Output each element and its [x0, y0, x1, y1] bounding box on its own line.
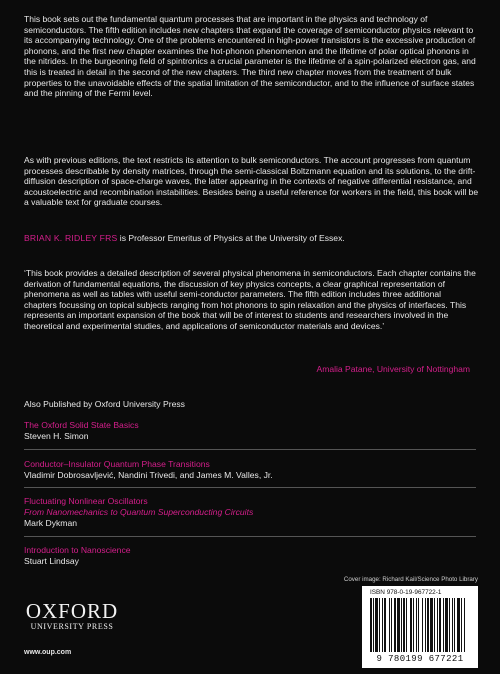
related-book-authors: Stuart Lindsay [24, 556, 79, 566]
cover-image-credit: Cover image: Richard Kail/Science Photo Library [343, 576, 478, 583]
divider [24, 487, 476, 488]
related-book-title: Introduction to Nanoscience [24, 545, 131, 555]
related-book-authors: Vladimir Dobrosavljević, Nandini Trivedi, and James M. Valles, Jr. [24, 470, 273, 480]
author-name: BRIAN K. RIDLEY FRS [24, 233, 118, 243]
related-book-title: Fluctuating Nonlinear Oscillators [24, 496, 148, 506]
logo-oxford: OXFORD [25, 599, 119, 623]
related-book [24, 545, 464, 567]
review-quote: ‘This book provides a detailed description of several physical phenomena in semiconductors. Each chapter contains the derivation of fundamental equations, the discussion of key physics concepts, a clear graphical representation of phenomena as well as tables with useful semi-conductor parameters. The fifth edition includes three additional chapters focussing on topical subjects ranging from hot phonons to spin relaxation and the physics of interfaces. This represents an important expansion of the book that will be of interest to students and researchers involved in the theoretical and experimental studies, and applications of semiconductor materials and devices.’ [24, 268, 476, 331]
divider [24, 449, 476, 450]
related-book-title: The Oxford Solid State Basics [24, 420, 139, 430]
oxford-university-press-logo [24, 600, 120, 632]
divider [24, 536, 476, 537]
author-bio [24, 233, 484, 244]
related-book-authors: Steven H. Simon [24, 431, 89, 441]
related-book-authors: Mark Dykman [24, 518, 78, 528]
related-book [24, 496, 464, 529]
blurb-paragraph-1: This book sets out the fundamental quantum processes that are important in the physics and technology of semiconductors. The fifth edition includes new chapters that expand the coverage of semiconductor physics relevant to its accompanying technology. One of the problems encountered in high-power transistors is the excessive production of phonons, and the first new chapter examines the hot-phonon phenomenon and the lifetime of polar optical phonons in the nitrides. In the burgeoning field of spintronics a crucial parameter is the lifetime of a spin-polarized electron gas, and this is treated in detail in the second of the new chapters. The third new chapter moves from the treatment of bulk properties to the unavoidable effects of the spatial limitation of the semiconductor, and to the influence of surface states and the pinning of the Fermi level. [24, 14, 476, 99]
publisher-url: www.oup.com [24, 649, 72, 656]
author-bio-text: is Professor Emeritus of Physics at the University of Essex. [117, 233, 345, 243]
isbn-label: ISBN 978-0-19-967722-1 [370, 589, 442, 596]
related-book-title: Conductor–Insulator Quantum Phase Transitions [24, 459, 210, 469]
also-published-heading: Also Published by Oxford University Press [24, 399, 185, 409]
related-book [24, 420, 464, 442]
isbn-barcode-box [362, 586, 478, 668]
blurb-paragraph-2: As with previous editions, the text restricts its attention to bulk semiconductors. The account progresses from quantum processes describable by density matrices, through the semi-classical Boltzmann equation and its solutions, to the drift-diffusion description of space-charge waves, the latter appearing in the contexts of negative differential resistance, and acoustoelectric and recombination instabilities. Besides being a useful reference for workers in the field, this book will be a valuable text for graduate courses. [24, 155, 479, 208]
logo-university-press: UNIVERSITY PRESS [30, 622, 114, 631]
review-attribution: Amalia Patane, University of Nottingham [316, 364, 470, 374]
isbn-digits: 9 780199 677221 [376, 654, 464, 664]
barcode-icon [368, 598, 472, 654]
related-book-subtitle: From Nanomechanics to Quantum Superconducting Circuits [24, 507, 254, 517]
related-book [24, 459, 464, 481]
